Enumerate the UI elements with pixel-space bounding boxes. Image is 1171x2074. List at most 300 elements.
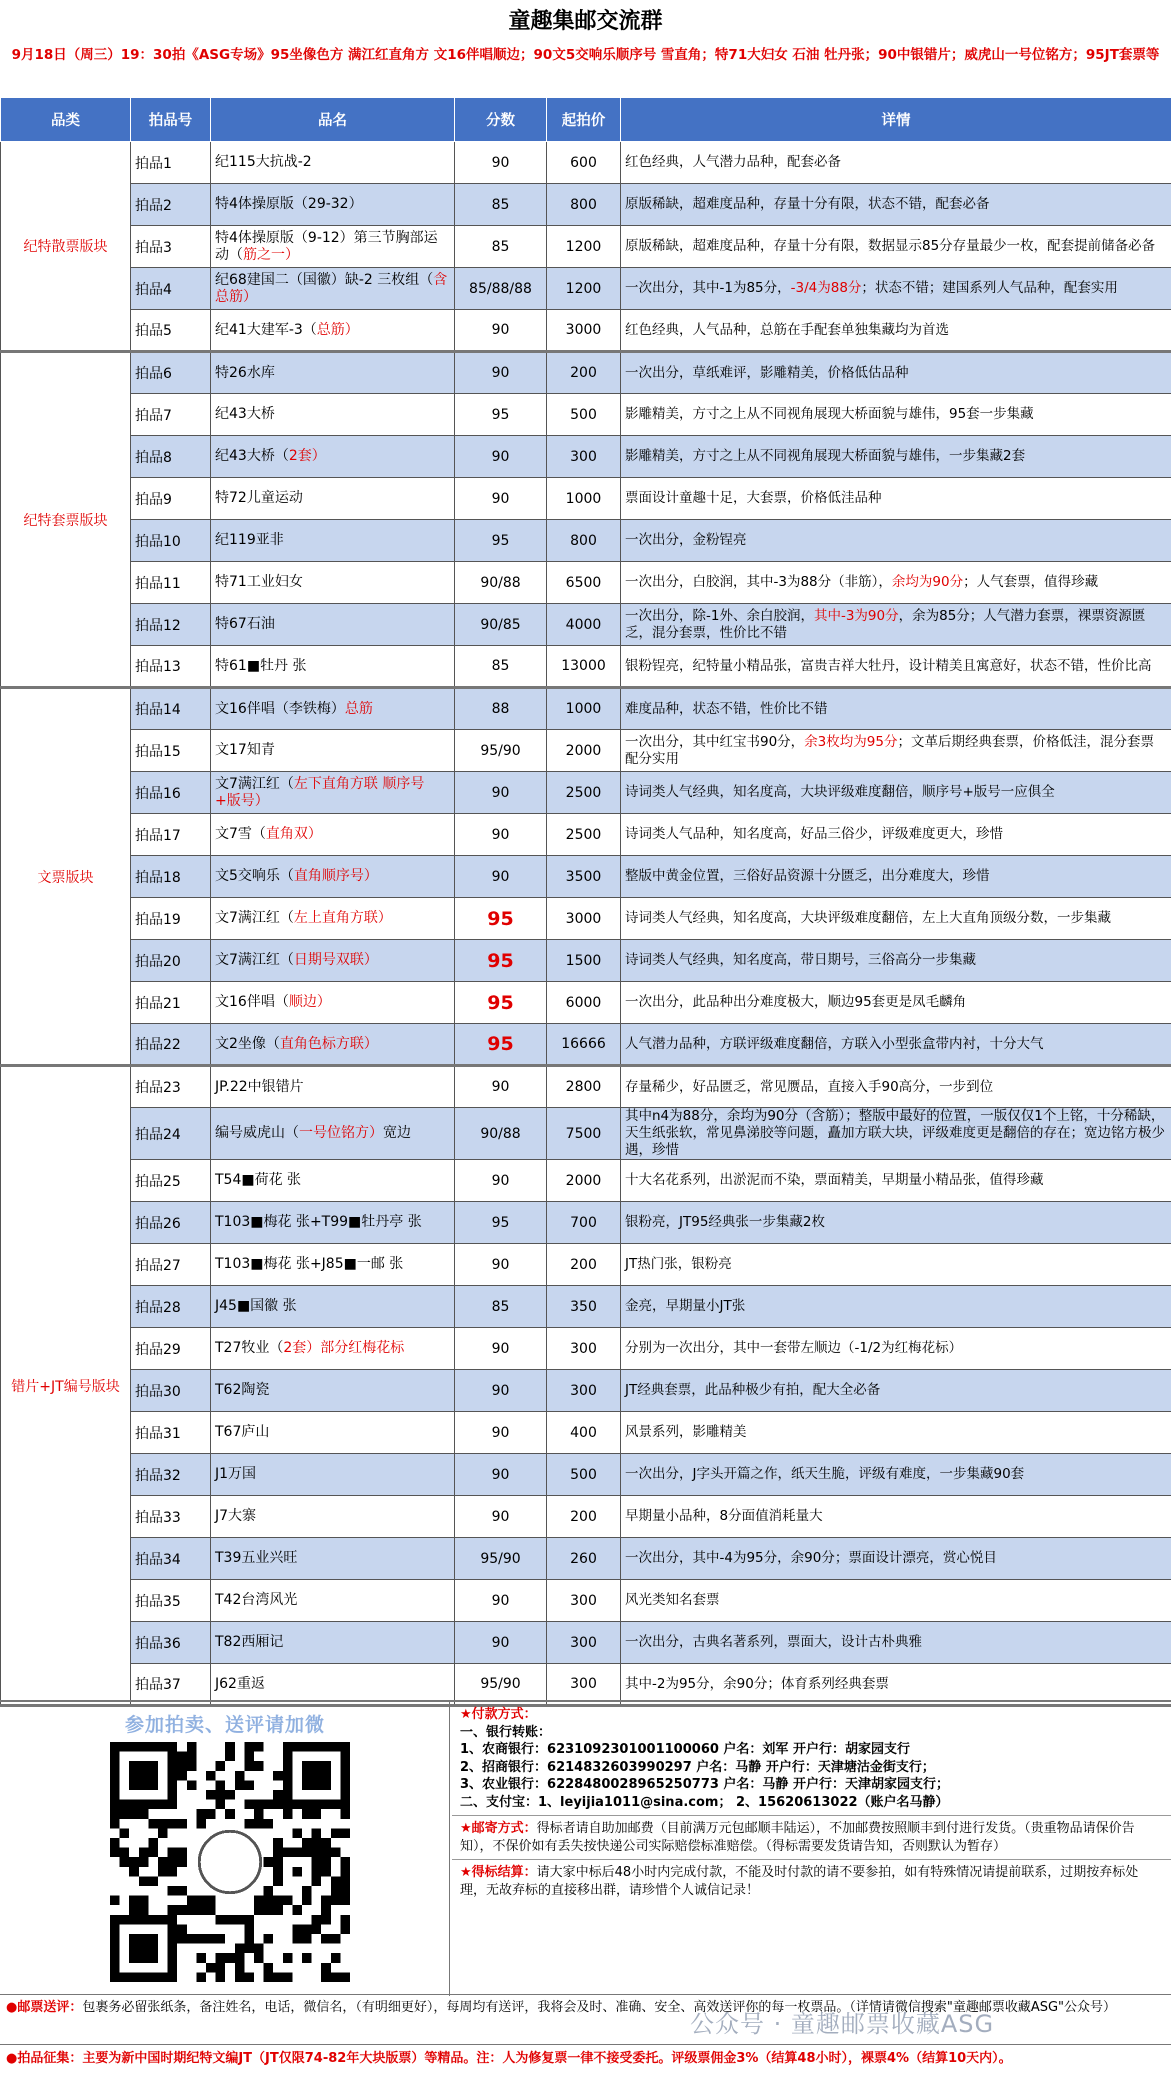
detail-text: 风光类知名套票 xyxy=(625,1592,720,1608)
name-text: 文16伴唱（李铁梅） xyxy=(215,700,345,717)
name-highlight: 2套）部分红梅花标 xyxy=(283,1340,405,1356)
score-cell: 90 xyxy=(455,814,547,856)
col-header-score: 分数 xyxy=(455,98,547,142)
table-row xyxy=(1,520,1171,562)
name-cell xyxy=(211,1066,455,1108)
payment-line: 2、招商银行：6214832603990297 户名：马静 开户行：天津塘沽金街支行； xyxy=(460,1759,935,1775)
table-row xyxy=(1,1454,1171,1496)
payment-panel xyxy=(452,1702,1171,1996)
detail-text: 存量稀少，好品匮乏，常见赝品，直接入手90高分，一步到位 xyxy=(625,1078,994,1095)
payment-section xyxy=(452,1702,1171,1815)
score-cell: 95 xyxy=(455,1024,547,1066)
price-cell: 300 xyxy=(547,1664,621,1706)
price-cell: 300 xyxy=(547,1580,621,1622)
score-cell: 90/88 xyxy=(455,562,547,604)
detail-cell xyxy=(621,940,1171,982)
table-row xyxy=(1,394,1171,436)
name-cell xyxy=(211,394,455,436)
detail-text: 一次出分，此品种出分难度极大，顺边95套更是凤毛麟角 xyxy=(625,994,967,1010)
detail-cell xyxy=(621,1454,1171,1496)
score-cell: 95/90 xyxy=(455,1664,547,1706)
name-cell xyxy=(211,226,455,268)
lot-cell: 拍品23 xyxy=(131,1066,211,1108)
payment-line: 一、银行转账： xyxy=(460,1724,552,1740)
lot-cell: 拍品4 xyxy=(131,268,211,310)
name-text: J62重返 xyxy=(215,1675,265,1692)
table-row xyxy=(1,184,1171,226)
name-highlight: 总筋 xyxy=(344,700,373,717)
settle-label: ★得标结算： xyxy=(460,1865,537,1880)
name-text: 文2坐像（ xyxy=(215,1035,280,1052)
price-cell: 13000 xyxy=(547,646,621,688)
payment-label: ★付款方式： xyxy=(460,1707,537,1722)
score-cell: 85 xyxy=(455,184,547,226)
score-cell: 90 xyxy=(455,478,547,520)
detail-cell xyxy=(621,604,1171,646)
price-cell: 400 xyxy=(547,1412,621,1454)
name-cell xyxy=(211,730,455,772)
name-text: 纪68建国二（国徽）缺-2 三枚组（ xyxy=(215,271,434,288)
lot-cell: 拍品31 xyxy=(131,1412,211,1454)
name-text: 文7满江红（ xyxy=(215,910,294,926)
lot-cell: 拍品16 xyxy=(131,772,211,814)
name-text: 特61■牡丹 张 xyxy=(215,657,307,674)
detail-cell xyxy=(621,1244,1171,1286)
name-text: 纪41大建军-3（ xyxy=(215,321,317,338)
table-row xyxy=(1,1538,1171,1580)
detail-text: 一次出分，古典名著系列，票面大，设计古朴典雅 xyxy=(625,1634,922,1650)
score-cell: 90 xyxy=(455,1370,547,1412)
price-cell: 3500 xyxy=(547,856,621,898)
price-cell: 350 xyxy=(547,1286,621,1328)
name-cell xyxy=(211,1454,455,1496)
col-header-category: 品类 xyxy=(1,98,131,142)
lot-cell: 拍品10 xyxy=(131,520,211,562)
col-header-lot: 拍品号 xyxy=(131,98,211,142)
detail-cell xyxy=(621,898,1171,940)
price-cell: 260 xyxy=(547,1538,621,1580)
lot-cell: 拍品25 xyxy=(131,1160,211,1202)
name-text: 编号威虎山（ xyxy=(215,1125,299,1141)
detail-tail: ；文革后期经典套票，价格低洼，混分套票配分实用 xyxy=(625,733,1154,767)
detail-text: 红色经典，人气品种，总筋在手配套单独集藏均为首选 xyxy=(625,321,949,338)
detail-text: 诗词类人气经典，知名度高，大块评级难度翻倍，左上大直角顶级分数，一步集藏 xyxy=(625,910,1111,926)
detail-cell xyxy=(621,184,1171,226)
price-cell: 2800 xyxy=(547,1066,621,1108)
detail-cell xyxy=(621,1286,1171,1328)
detail-cell xyxy=(621,142,1171,184)
name-highlight: 直角顺序号） xyxy=(293,868,378,884)
lot-cell: 拍品17 xyxy=(131,814,211,856)
lot-cell: 拍品27 xyxy=(131,1244,211,1286)
col-header-price: 起拍价 xyxy=(547,98,621,142)
lot-cell: 拍品18 xyxy=(131,856,211,898)
name-text: 文7满江红（ xyxy=(215,952,294,968)
detail-text: 一次出分，其中-1为85分， xyxy=(625,280,791,296)
detail-text: 影雕精美，方寸之上从不同视角展现大桥面貌与雄伟，一步集藏2套 xyxy=(625,448,1026,464)
detail-text: 红色经典，人气潜力品种，配套必备 xyxy=(625,154,841,170)
lot-cell: 拍品9 xyxy=(131,478,211,520)
detail-text: 原版稀缺，超难度品种，存量十分有限，状态不错，配套必备 xyxy=(625,196,990,212)
detail-text: 难度品种，状态不错，性价比不错 xyxy=(625,700,828,717)
score-cell: 90 xyxy=(455,772,547,814)
score-cell: 95/90 xyxy=(455,730,547,772)
score-cell: 90 xyxy=(455,1580,547,1622)
score-cell: 95 xyxy=(455,982,547,1024)
table-row xyxy=(1,1108,1171,1160)
detail-cell xyxy=(621,268,1171,310)
category-cell: 纪特散票版块 xyxy=(1,142,131,352)
name-text: J1万国 xyxy=(215,1466,257,1482)
detail-cell xyxy=(621,310,1171,352)
name-cell xyxy=(211,268,455,310)
name-text: 文17知青 xyxy=(215,742,275,758)
post-text: 得标者请自助加邮费（目前满万元包邮顺丰陆运），不加邮费按照顺丰到付进行发货。（贵重物品请保价告知），不保价如有丢失按快递公司实际赔偿标准赔偿。（得标需要发货请告知，否则默认为暂存） xyxy=(460,1821,1135,1854)
table-row xyxy=(1,1622,1171,1664)
detail-cell xyxy=(621,1580,1171,1622)
detail-cell xyxy=(621,1024,1171,1066)
name-highlight: 筋之一） xyxy=(243,246,299,263)
category-cell: 错片+JT编号版块 xyxy=(1,1066,131,1706)
name-highlight: 左下直角方联 顺序号+版号） xyxy=(215,775,425,809)
name-cell xyxy=(211,1580,455,1622)
price-cell: 16666 xyxy=(547,1024,621,1066)
table-row xyxy=(1,1412,1171,1454)
score-cell: 90 xyxy=(455,1622,547,1664)
name-text: T82西厢记 xyxy=(215,1634,284,1650)
lot-cell: 拍品11 xyxy=(131,562,211,604)
lot-cell: 拍品36 xyxy=(131,1622,211,1664)
score-cell: 90 xyxy=(455,856,547,898)
score-cell: 90 xyxy=(455,1244,547,1286)
price-cell: 300 xyxy=(547,436,621,478)
detail-cell xyxy=(621,562,1171,604)
detail-tail: ；人气套票，值得珍藏 xyxy=(963,574,1099,590)
price-cell: 700 xyxy=(547,1202,621,1244)
name-cell xyxy=(211,982,455,1024)
name-cell xyxy=(211,898,455,940)
score-cell: 85 xyxy=(455,226,547,268)
payment-line: 1、农商银行：6231092301001100060 户名：刘军 开户行：胡家园支行 xyxy=(460,1742,910,1757)
name-highlight: 总筋） xyxy=(316,321,359,338)
table-row xyxy=(1,982,1171,1024)
score-cell: 95 xyxy=(455,520,547,562)
price-cell: 800 xyxy=(547,520,621,562)
detail-text: 风景系列，影雕精美 xyxy=(625,1424,747,1440)
payment-line: 3、农业银行：6228480028965250773 户名：马静 开户行：天津胡家园支行； xyxy=(460,1777,949,1792)
detail-cell xyxy=(621,814,1171,856)
price-cell: 6500 xyxy=(547,562,621,604)
price-cell: 200 xyxy=(547,1244,621,1286)
detail-highlight: 余3枚均为95分 xyxy=(804,733,898,750)
detail-cell xyxy=(621,1328,1171,1370)
name-cell xyxy=(211,1496,455,1538)
detail-cell xyxy=(621,1066,1171,1108)
table-row xyxy=(1,1202,1171,1244)
name-cell xyxy=(211,520,455,562)
score-cell: 90 xyxy=(455,1496,547,1538)
price-cell: 2000 xyxy=(547,730,621,772)
name-text: T103■梅花 张+J85■一邮 张 xyxy=(215,1256,404,1272)
lot-cell: 拍品28 xyxy=(131,1286,211,1328)
name-text: 文16伴唱（ xyxy=(215,994,289,1010)
name-highlight: 直角色标方联） xyxy=(279,1035,378,1052)
detail-text: 金亮，早期量小JT张 xyxy=(625,1298,746,1314)
name-text: T67庐山 xyxy=(215,1424,270,1440)
detail-cell xyxy=(621,478,1171,520)
price-cell: 500 xyxy=(547,1454,621,1496)
detail-cell xyxy=(621,1538,1171,1580)
score-cell: 85/88/88 xyxy=(455,268,547,310)
price-cell: 300 xyxy=(547,1328,621,1370)
lot-cell: 拍品26 xyxy=(131,1202,211,1244)
lot-cell: 拍品1 xyxy=(131,142,211,184)
table-row xyxy=(1,478,1171,520)
name-cell xyxy=(211,604,455,646)
price-cell: 6000 xyxy=(547,982,621,1024)
detail-cell xyxy=(621,982,1171,1024)
name-tail: 宽边 xyxy=(383,1125,411,1141)
lot-cell: 拍品22 xyxy=(131,1024,211,1066)
name-cell xyxy=(211,814,455,856)
name-text: 文7雪（ xyxy=(215,826,266,842)
score-cell: 90 xyxy=(455,436,547,478)
table-row xyxy=(1,352,1171,394)
name-text: 特4体操原版（9-12）第三节胸部运动（ xyxy=(215,229,438,263)
score-cell: 90 xyxy=(455,1328,547,1370)
table-row xyxy=(1,898,1171,940)
lot-cell: 拍品19 xyxy=(131,898,211,940)
name-cell xyxy=(211,478,455,520)
detail-text: 一次出分，白胶润，其中-3为88分（非筋）， xyxy=(625,574,892,590)
table-header-row xyxy=(1,98,1171,142)
name-text: 文7满江红（ xyxy=(215,775,294,792)
col-header-name: 品名 xyxy=(211,98,455,142)
lot-cell: 拍品13 xyxy=(131,646,211,688)
lot-cell: 拍品6 xyxy=(131,352,211,394)
score-cell: 85 xyxy=(455,646,547,688)
table-row xyxy=(1,1024,1171,1066)
detail-tail: ；状态不错；建国系列人气品种，配套实用 xyxy=(861,280,1118,296)
name-cell xyxy=(211,562,455,604)
name-text: T54■荷花 张 xyxy=(215,1172,302,1188)
detail-text: 一次出分，其中红宝书90分， xyxy=(625,733,805,750)
detail-highlight: 余均为90分 xyxy=(891,574,964,590)
name-cell xyxy=(211,352,455,394)
price-cell: 3000 xyxy=(547,310,621,352)
price-cell: 2500 xyxy=(547,814,621,856)
table-row xyxy=(1,226,1171,268)
detail-text: 一次出分，除-1外、余白胶润， xyxy=(625,607,814,624)
price-cell: 7500 xyxy=(547,1108,621,1160)
collect-note xyxy=(0,2044,1171,2074)
score-cell: 90 xyxy=(455,142,547,184)
name-text: 特4体操原版（29-32） xyxy=(215,196,363,212)
name-cell xyxy=(211,940,455,982)
score-cell: 90/85 xyxy=(455,604,547,646)
name-text: 特72儿童运动 xyxy=(215,490,303,506)
detail-text: 整版中黄金位置，三俗好品资源十分匮乏，出分难度大，珍惜 xyxy=(625,868,990,884)
name-text: T39五业兴旺 xyxy=(215,1550,298,1566)
score-cell: 95 xyxy=(455,940,547,982)
detail-highlight: -3/4为88分 xyxy=(790,280,862,296)
lot-cell: 拍品21 xyxy=(131,982,211,1024)
price-cell: 600 xyxy=(547,142,621,184)
detail-cell xyxy=(621,1160,1171,1202)
detail-text: 一次出分，草纸难评，影雕精美，价格低估品种 xyxy=(625,364,909,381)
detail-text: 诗词类人气品种，知名度高，好品三俗少，评级难度更大，珍惜 xyxy=(625,826,1003,842)
lot-cell: 拍品20 xyxy=(131,940,211,982)
detail-text: 银粉锃亮，纪特量小精品张，富贵吉祥大牡丹，设计精美且寓意好，状态不错，性价比高 xyxy=(625,657,1152,674)
lot-cell: 拍品30 xyxy=(131,1370,211,1412)
name-cell xyxy=(211,1538,455,1580)
name-cell xyxy=(211,1024,455,1066)
name-text: 特67石油 xyxy=(215,616,275,632)
price-cell: 200 xyxy=(547,352,621,394)
detail-cell xyxy=(621,520,1171,562)
detail-text: 票面设计童趣十足，大套票，价格低洼品种 xyxy=(625,490,882,506)
detail-text: 十大名花系列，出淤泥而不染，票面精美，早期量小精品张，值得珍藏 xyxy=(625,1172,1044,1188)
name-text: 纪43大桥 xyxy=(215,406,275,422)
auction-table xyxy=(0,97,1171,1707)
table-row xyxy=(1,1244,1171,1286)
name-highlight: 直角双） xyxy=(265,826,322,842)
lot-cell: 拍品7 xyxy=(131,394,211,436)
collect-label: ●拍品征集： xyxy=(6,2051,83,2066)
appraise-note xyxy=(0,1994,1171,2044)
post-label: ★邮寄方式： xyxy=(460,1821,537,1836)
table-row xyxy=(1,856,1171,898)
table-row xyxy=(1,142,1171,184)
name-cell xyxy=(211,646,455,688)
price-cell: 1000 xyxy=(547,478,621,520)
table-row xyxy=(1,1580,1171,1622)
name-cell xyxy=(211,1622,455,1664)
payment-line: 二、支付宝：1、leyijia1011@sina.com； 2、15620613022（账户名马静） xyxy=(460,1794,949,1810)
post-section xyxy=(452,1815,1171,1859)
name-cell xyxy=(211,1412,455,1454)
collect-text: 主要为新中国时期纪特文编JT（JT仅限74-82年大块版票）等精品。注：人为修复票一律不接受委托。评级票佣金3%（结算48小时），裸票4%（结算10天内）。 xyxy=(82,2051,1012,2066)
col-header-detail: 详情 xyxy=(621,98,1171,142)
name-cell xyxy=(211,436,455,478)
table-row xyxy=(1,730,1171,772)
price-cell: 4000 xyxy=(547,604,621,646)
name-text: 纪119亚非 xyxy=(215,532,284,548)
detail-cell xyxy=(621,352,1171,394)
score-cell: 95 xyxy=(455,898,547,940)
qr-panel xyxy=(0,1702,450,1996)
detail-cell xyxy=(621,646,1171,688)
score-cell: 95 xyxy=(455,1202,547,1244)
lot-cell: 拍品29 xyxy=(131,1328,211,1370)
lot-cell: 拍品24 xyxy=(131,1108,211,1160)
score-cell: 88 xyxy=(455,688,547,730)
detail-text: 人气潜力品种，方联评级难度翻倍，方联入小型张盒带内衬，十分大气 xyxy=(625,1035,1044,1052)
score-cell: 90 xyxy=(455,352,547,394)
name-text: T62陶瓷 xyxy=(215,1382,270,1398)
price-cell: 1000 xyxy=(547,688,621,730)
lot-cell: 拍品8 xyxy=(131,436,211,478)
lot-cell: 拍品35 xyxy=(131,1580,211,1622)
price-cell: 1200 xyxy=(547,226,621,268)
table-row xyxy=(1,1328,1171,1370)
detail-cell xyxy=(621,1412,1171,1454)
detail-text: JT经典套票，此品种极少有拍，配大全必备 xyxy=(625,1382,881,1398)
table-row xyxy=(1,646,1171,688)
detail-text: 一次出分，其中-4为95分，余90分；票面设计漂亮，赏心悦目 xyxy=(625,1550,997,1566)
name-text: T42台湾风光 xyxy=(215,1592,298,1608)
detail-cell xyxy=(621,1370,1171,1412)
score-cell: 95/90 xyxy=(455,1538,547,1580)
lot-cell: 拍品32 xyxy=(131,1454,211,1496)
watermark: 公众号 · 童趣邮票收藏ASG xyxy=(690,2010,995,2038)
table-row xyxy=(1,688,1171,730)
auction-subtitle: 9月18日（周三）19：30拍《ASG专场》95坐像色方 满江红直角方 文16伴唱顺边；90文5交响乐顺序号 雪直角；特71大妇女 石油 牡丹张；90中银错片；威虎山一号位铭方；95JT套票等 xyxy=(11,47,1160,63)
price-cell: 1200 xyxy=(547,268,621,310)
table-row xyxy=(1,268,1171,310)
name-cell xyxy=(211,688,455,730)
name-text: T27牧业（ xyxy=(215,1340,284,1356)
score-cell: 95 xyxy=(455,394,547,436)
lot-cell: 拍品34 xyxy=(131,1538,211,1580)
table-row xyxy=(1,604,1171,646)
name-cell xyxy=(211,772,455,814)
detail-text: 影雕精美，方寸之上从不同视角展现大桥面貌与雄伟，95套一步集藏 xyxy=(625,406,1034,422)
detail-text: 诗词类人气经典，知名度高，带日期号，三俗高分一步集藏 xyxy=(625,952,976,968)
name-cell xyxy=(211,1286,455,1328)
price-cell: 300 xyxy=(547,1622,621,1664)
name-cell xyxy=(211,1202,455,1244)
detail-text: 分别为一次出分，其中一套带左顺边（-1/2为红梅花标） xyxy=(625,1340,963,1356)
detail-cell xyxy=(621,1202,1171,1244)
detail-tail: ，余为85分；人气潜力套票，裸票资源匮乏，混分套票，性价比不错 xyxy=(625,607,1146,641)
settle-text: 请大家中标后48小时内完成付款，不能及时付款的请不要参拍，如有特殊情况请提前联系，过期按弃标处理，无故弃标的直接移出群，请珍惜个人诚信记录！ xyxy=(460,1865,1139,1898)
score-cell: 90 xyxy=(455,310,547,352)
lot-cell: 拍品37 xyxy=(131,1664,211,1706)
detail-cell xyxy=(621,1622,1171,1664)
detail-cell xyxy=(621,856,1171,898)
lot-cell: 拍品2 xyxy=(131,184,211,226)
price-cell: 300 xyxy=(547,1370,621,1412)
name-text: 特26水库 xyxy=(215,364,275,381)
name-text: JP.22中银错片 xyxy=(215,1078,304,1095)
table-row xyxy=(1,1496,1171,1538)
detail-text: 原版稀缺，超难度品种，存量十分有限，数据显示85分存量最少一枚，配套提前储备必备 xyxy=(625,238,1156,254)
score-cell: 90 xyxy=(455,1066,547,1108)
name-cell xyxy=(211,1160,455,1202)
price-cell: 200 xyxy=(547,1496,621,1538)
price-cell: 500 xyxy=(547,394,621,436)
table-row xyxy=(1,940,1171,982)
name-cell xyxy=(211,1108,455,1160)
detail-cell xyxy=(621,226,1171,268)
name-highlight: 含总筋） xyxy=(215,271,448,305)
table-row xyxy=(1,562,1171,604)
name-text: J7大寨 xyxy=(215,1508,257,1524)
name-text: 纪43大桥（ xyxy=(215,448,289,464)
name-text: T103■梅花 张+T99■牡丹亭 张 xyxy=(215,1214,422,1230)
lot-cell: 拍品14 xyxy=(131,688,211,730)
table-row xyxy=(1,1370,1171,1412)
detail-text: JT热门张，银粉亮 xyxy=(625,1256,732,1272)
detail-cell xyxy=(621,688,1171,730)
table-row xyxy=(1,310,1171,352)
detail-text: 其中-2为95分，余90分；体育系列经典套票 xyxy=(625,1675,889,1692)
qr-code-icon xyxy=(110,1742,350,1982)
lot-cell: 拍品33 xyxy=(131,1496,211,1538)
detail-text: 早期量小品种，8分面值消耗量大 xyxy=(625,1508,823,1524)
lot-cell: 拍品12 xyxy=(131,604,211,646)
